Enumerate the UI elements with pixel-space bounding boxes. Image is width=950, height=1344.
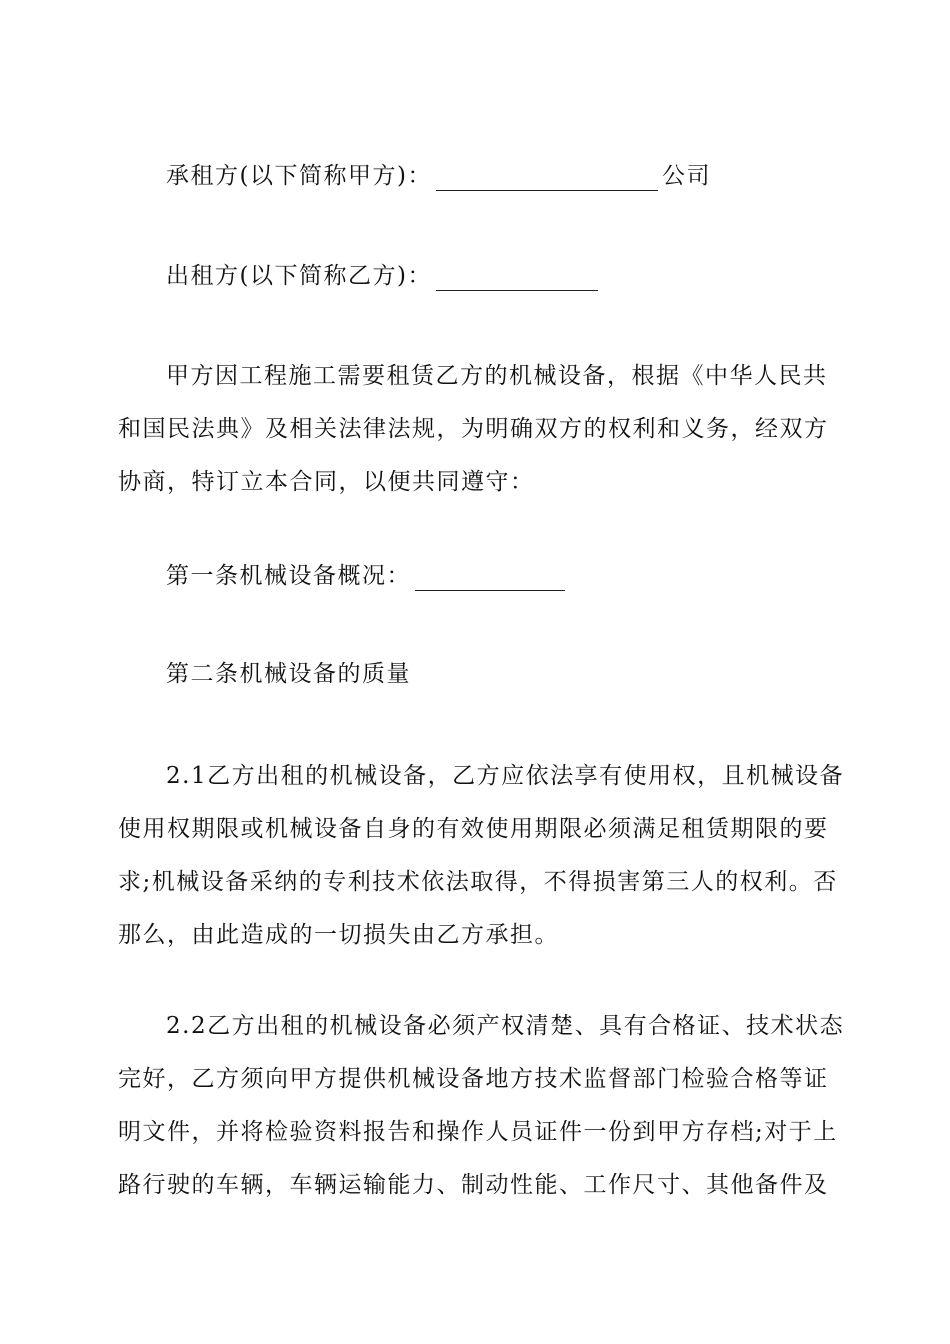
article1-row xyxy=(118,550,838,603)
lessor-label: 出租方(以下简称乙方)： xyxy=(166,263,432,289)
lessor-row xyxy=(118,250,838,303)
clause-line: 路行驶的车辆，车辆运输能力、制动性能、工作尺寸、其他备件及 xyxy=(118,1172,829,1198)
clause-line: 求;机械设备采纳的专利技术依法取得，不得损害第三人的权利。否 xyxy=(118,869,838,895)
lessee-label: 承租方(以下简称甲方)： xyxy=(166,163,432,189)
clause-line: 使用权期限或机械设备自身的有效使用期限必须满足租赁期限的要 xyxy=(118,816,829,842)
clause-2-1 xyxy=(118,750,845,962)
lessee-row xyxy=(118,150,838,203)
preamble-paragraph xyxy=(118,350,838,509)
article1-blank xyxy=(415,564,565,591)
article2-title-text: 第二条机械设备的质量 xyxy=(166,661,411,687)
clause-2-2 xyxy=(118,1000,845,1212)
clause-line: 完好，乙方须向甲方提供机械设备地方技术监督部门检验合格等证 xyxy=(118,1066,829,1092)
clause-line: 2.2乙方出租的机械设备必须产权清楚、具有合格证、技术状态 xyxy=(166,1013,845,1039)
lessee-line xyxy=(118,150,838,203)
article1-label: 第一条机械设备概况： xyxy=(166,563,411,589)
clause-line: 那么，由此造成的一切损失由乙方承担。 xyxy=(118,922,559,948)
clause-line: 2.1乙方出租的机械设备，乙方应依法享有使用权，且机械设备 xyxy=(166,763,845,789)
preamble-line: 协商，特订立本合同，以便共同遵守： xyxy=(118,469,535,495)
lessor-blank xyxy=(436,264,598,291)
lessee-suffix: 公司 xyxy=(661,163,711,189)
lessee-blank xyxy=(436,164,658,191)
clause-line: 明文件，并将检验资料报告和操作人员证件一份到甲方存档;对于上 xyxy=(118,1119,838,1145)
article1-line xyxy=(118,550,838,603)
article2-title xyxy=(118,648,838,701)
preamble-line: 甲方因工程施工需要租赁乙方的机械设备，根据《中华人民共 xyxy=(166,363,828,389)
preamble-line: 和国民法典》及相关法律法规，为明确双方的权利和义务，经双方 xyxy=(118,416,829,442)
lessor-line xyxy=(118,250,838,303)
